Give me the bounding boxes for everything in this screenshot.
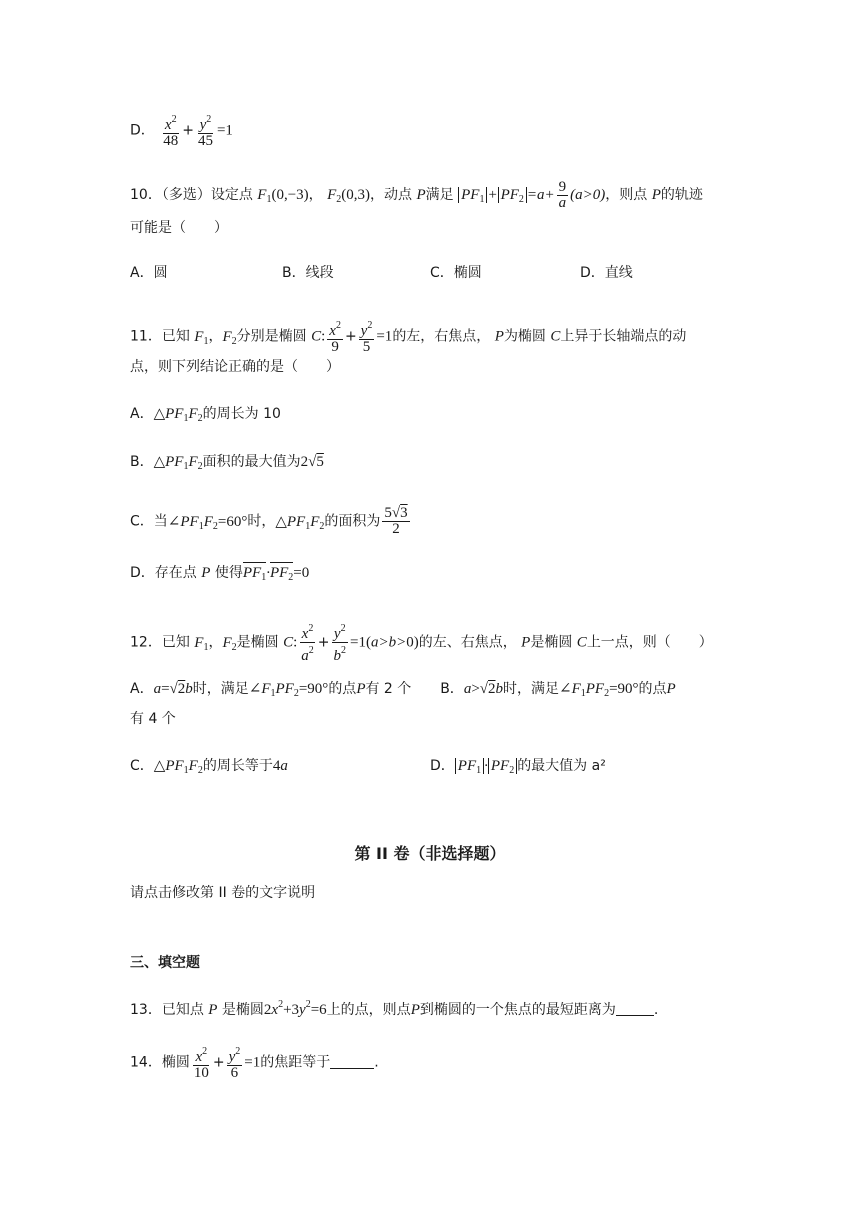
math-triangle: $\triangle PF_1F_2$ xyxy=(153,406,203,424)
question-10-line2: 可能是（ ） xyxy=(130,220,228,236)
question-number: 14． xyxy=(130,1054,162,1071)
section-title: 第 II 卷（非选择题） xyxy=(354,844,506,863)
option-label: D． xyxy=(130,565,155,581)
math-f1: $F_1$ xyxy=(194,634,209,653)
option-text: 时，满足 xyxy=(503,681,560,697)
question-number: 10． xyxy=(130,186,162,203)
question-11-line2: 点，则下列结论正确的是（ ） xyxy=(130,359,340,375)
option-label: D． xyxy=(130,122,155,139)
question-text: 已知 xyxy=(161,328,190,345)
option-text: 的点 xyxy=(638,681,667,697)
question-text: （多选）设定点 xyxy=(161,186,253,203)
option-text: 使得 xyxy=(214,565,243,581)
option-label: C． xyxy=(130,513,154,530)
question-number: 11． xyxy=(130,328,162,345)
math-p: P xyxy=(201,565,211,581)
option-text: 面积的最大值为 xyxy=(202,454,301,470)
equation-rhs: =1 xyxy=(216,122,233,139)
fraction: $\frac{x^2}{a^2}$ xyxy=(301,623,314,664)
question-text: 上的点，则点 xyxy=(326,1002,411,1018)
q12-option-b-wrap: 有 4 个 xyxy=(130,711,176,727)
question-12-line1: 12．已知 $F_1$，$F_2$是椭圆 C: $\frac{x^2}{a^2}$ + $\frac{y^2}{b^2}$ =1(a>b>0)的左、右焦点， P是椭圆 C上一点，则（ ） xyxy=(130,623,713,664)
question-text: 满足 xyxy=(425,186,454,203)
fraction: $\frac{y^2}{5}$ xyxy=(360,320,373,355)
section-description[interactable]: 请点击修改第 II 卷的文字说明 xyxy=(130,885,316,901)
math-condition: =1(a>b>0) xyxy=(350,634,419,651)
q11-option-c xyxy=(130,506,412,537)
answer-blank[interactable] xyxy=(616,1001,654,1016)
option-text: 的最大值为 a² xyxy=(517,758,606,774)
option-text: 当 xyxy=(153,513,168,530)
math-p: P xyxy=(208,1002,218,1018)
math-c: C xyxy=(550,328,561,345)
fraction: $\frac{x^2}{10}$ xyxy=(193,1046,209,1081)
option-text: 的周长等于 xyxy=(202,758,273,774)
question-text: 是椭圆 xyxy=(236,634,279,651)
question-text: . xyxy=(374,1054,379,1071)
option-label: A． xyxy=(130,406,154,422)
math-f2-coords: (0,3) xyxy=(341,186,371,203)
math-equation: a=√2b xyxy=(153,681,193,697)
math-triangle: $\triangle PF_1F_2$ xyxy=(153,454,203,472)
math-triangle: $\triangle PF_1F_2$ xyxy=(153,758,203,776)
option-text: 的面积为 xyxy=(324,513,381,530)
math-angle: $\angle F_1PF_2=90^\circ$ xyxy=(248,681,329,699)
math-inequality: a>√2b xyxy=(463,681,504,697)
option-text: 的点 xyxy=(328,681,357,697)
math-f1: $F_1$ xyxy=(194,328,209,347)
question-11-line1: 11．已知 $F_1$，$F_2$分别是椭圆 C: $\frac{x^2}{9}$ + $\frac{y^2}{5}$ =1的左，右焦点， P为椭圆 C上异于长轴端点的动 xyxy=(130,320,687,355)
question-text: 是椭圆 xyxy=(530,634,573,651)
question-text: 的左，右焦点， xyxy=(392,328,491,345)
question-text: . xyxy=(653,1002,659,1018)
q12-option-ab xyxy=(130,679,676,704)
question-text: 的焦距等于 xyxy=(260,1054,331,1071)
question-14: 14．椭圆 $\frac{x^2}{10}$ + $\frac{y^2}{6}$ =1的焦距等于 . xyxy=(130,1046,379,1081)
option-label: B． xyxy=(440,681,464,697)
math-f2: $F_2$ xyxy=(222,328,237,347)
math-f1: $F_1$ xyxy=(257,186,272,205)
math-p: P xyxy=(521,634,531,651)
question-text: 的左、右焦点， xyxy=(418,634,517,651)
answer-blank[interactable] xyxy=(330,1054,374,1069)
question-text: 分别是椭圆 xyxy=(236,328,307,345)
question-text: 已知 xyxy=(161,634,190,651)
question-text: 的轨迹 xyxy=(660,186,703,203)
question-text: 为椭圆 xyxy=(503,328,546,345)
math-p: P xyxy=(666,681,676,697)
fraction: $\frac{y^2}{45}$ xyxy=(197,114,213,149)
math-c: C xyxy=(576,634,587,651)
math-p: P xyxy=(356,681,366,697)
question-10-line1: 10．（多选）设定点 $F_1(0,-3)$， $F_2(0,3)$，动点 P满足 $PF_1 + PF_2 =a+$ $\frac{9}{a}$ (a>0)，则点 P的轨迹 xyxy=(130,179,703,211)
option-text: 存在点 xyxy=(154,565,197,581)
option-text: 时， xyxy=(247,513,276,530)
math-dot-product: $PF_1\cdot PF_2=0$ xyxy=(243,565,309,581)
q12-option-c xyxy=(130,756,288,781)
q10-option-d: D．直线 xyxy=(580,265,633,281)
option-text: 时，满足 xyxy=(192,681,249,697)
q10-option-a: A．圆 xyxy=(130,265,168,281)
question-text: 到椭圆的一个焦点的最短距离为 xyxy=(419,1002,616,1018)
math-angle: $\angle PF_1F_2=60^\circ$ xyxy=(167,513,248,532)
question-text: 已知点 xyxy=(161,1002,204,1018)
question-text: ，则点 xyxy=(605,186,648,203)
option-label: D． xyxy=(430,758,455,774)
fraction: $\frac{y^2}{b^2}$ xyxy=(333,623,346,664)
q11-option-b xyxy=(130,452,324,477)
q10-option-c: C．椭圆 xyxy=(430,265,482,281)
math-p: P xyxy=(416,186,426,203)
option-label: A． xyxy=(130,681,154,697)
fraction: $\frac{5√3}{2}$ xyxy=(384,505,408,537)
math-p: P xyxy=(494,328,504,345)
math-p: P xyxy=(651,186,661,203)
math-value: 2√5 xyxy=(300,454,324,470)
q9-option-d: D． $\frac{x^2}{48}$ + $\frac{y^2}{45}$ =1 xyxy=(130,114,233,149)
math-p: P xyxy=(410,1002,420,1018)
question-13 xyxy=(130,995,658,1020)
question-text: 上一点，则（ ） xyxy=(586,634,713,651)
math-ellipse: C xyxy=(283,634,294,651)
q11-option-a xyxy=(130,404,281,429)
math-cond: (a>0) xyxy=(570,186,606,203)
math-value: 4a xyxy=(272,758,288,774)
option-label: C． xyxy=(130,758,154,774)
q12-option-d xyxy=(430,756,606,781)
question-text: 椭圆 xyxy=(161,1054,190,1071)
math-equation: $2x^2+3y^2=6$ xyxy=(263,999,327,1018)
fraction: $\frac{y^2}{6}$ xyxy=(228,1046,241,1081)
option-text: 有 2 个 xyxy=(365,681,412,697)
math-angle: $\angle F_1PF_2=90^\circ$ xyxy=(559,681,639,699)
question-number: 12． xyxy=(130,634,162,651)
fraction: $\frac{x^2}{9}$ xyxy=(329,320,341,355)
question-text: 是椭圆 xyxy=(221,1002,264,1018)
math-f1-coords: (0,−3) xyxy=(271,186,309,203)
option-text: 的周长为 10 xyxy=(202,406,281,422)
q10-option-b: B．线段 xyxy=(282,265,334,281)
option-label: B． xyxy=(130,454,154,470)
section-heading: 三、填空题 xyxy=(130,955,200,971)
question-text: 上异于长轴端点的动 xyxy=(560,328,687,345)
question-text: ，动点 xyxy=(370,186,413,203)
math-ellipse: C xyxy=(311,328,322,345)
fraction: $\frac{x^2}{48}$ xyxy=(163,114,179,149)
math-f2: $F_2$ xyxy=(222,634,237,653)
math-f2: $F_2$ xyxy=(327,186,342,205)
math-triangle: $\triangle PF_1F_2$ xyxy=(275,513,325,532)
question-number: 13． xyxy=(130,1002,162,1018)
math-product: $PF_1 \cdot PF_2$ xyxy=(455,758,517,774)
q11-option-d xyxy=(130,563,309,588)
math-condition: $PF_1 + PF_2 =a+$ $\frac{9}{a}$ xyxy=(458,187,570,203)
